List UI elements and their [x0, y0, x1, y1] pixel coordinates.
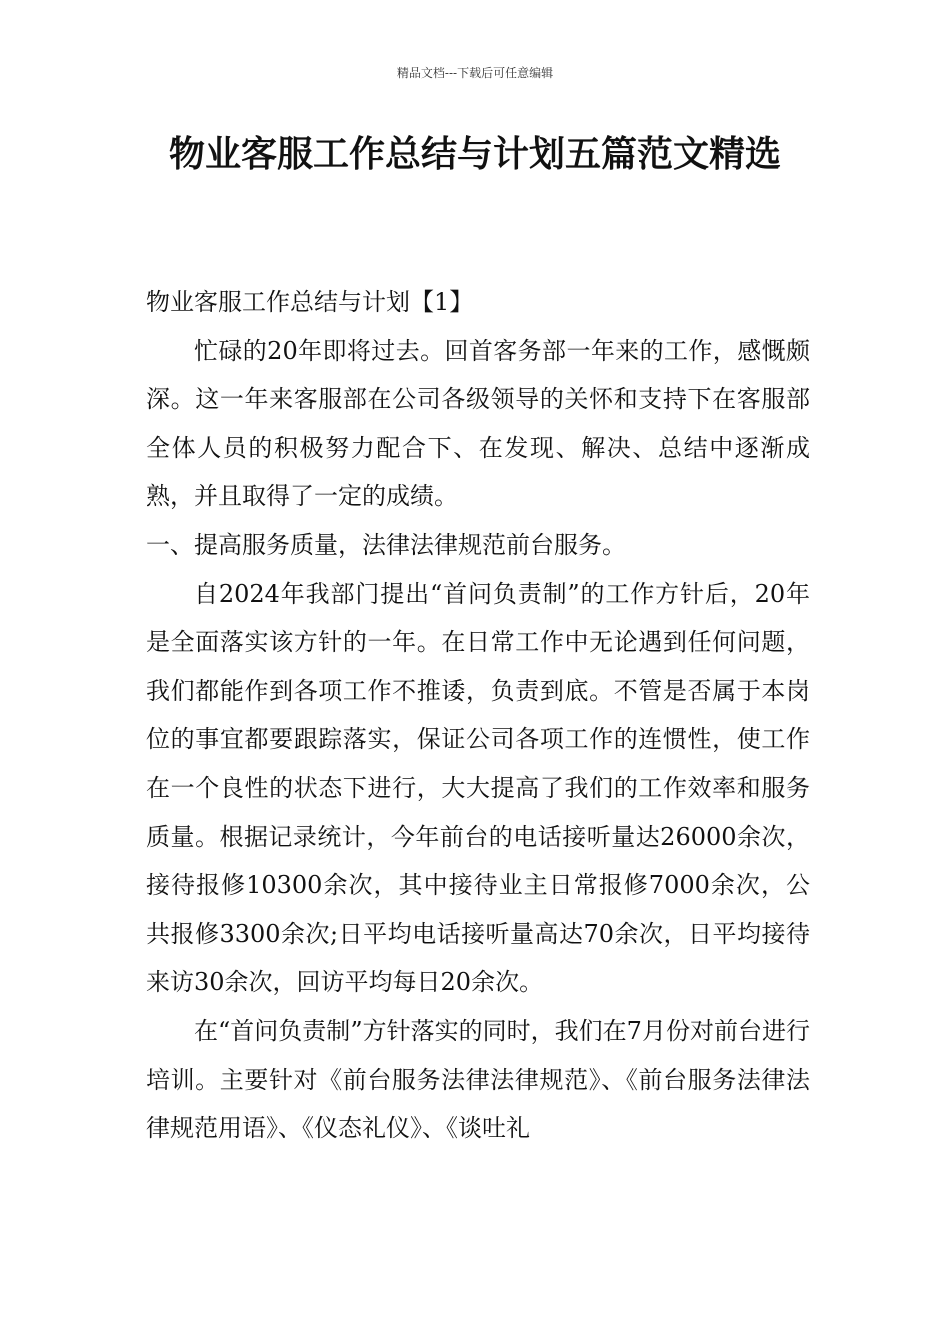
paragraph-2: 自2024年我部门提出“首问负责制”的工作方针后，20年是全面落实该方针的一年。在日常工作中无论遇到任何问题，我们都能作到各项工作不推诿，负责到底。不管是否属于本岗位的事宜都要跟踪落实，保证公司各项工作的连惯性，使工作在一个良性的状态下进行，大大提高了我们的工作效率和服务质量。根据记录统计，今年前台的电话接听量达26000余次，接待报修10300余次，其中接待业主日常报修7000余次，公共报修3300余次;日平均电话接听量高达70余次，日平均接待来访30余次，回访平均每日20余次。 [146, 579, 810, 997]
section-heading-1: 一、提高服务质量，法律法律规范前台服务。 [146, 530, 626, 559]
paragraph-1: 忙碌的20年即将过去。回首客务部一年来的工作，感慨颇深。这一年来客服部在公司各级领导的关怀和支持下在客服部全体人员的积极努力配合下、在发现、解决、总结中逐渐成熟，并且取得了一定的成绩。 [146, 336, 810, 511]
document-body [146, 278, 810, 1153]
page-header: 精品文档---下载后可任意编辑 [396, 66, 554, 80]
section-subtitle: 物业客服工作总结与计划【1】 [146, 288, 474, 316]
paragraph-3: 在“首问负责制”方针落实的同时，我们在7月份对前台进行培训。主要针对《前台服务法律法律规范》、《前台服务法律法律规范用语》、《仪态礼仪》、《谈吐礼 [146, 1016, 810, 1143]
document-title: 物业客服工作总结与计划五篇范文精选 [168, 134, 781, 175]
